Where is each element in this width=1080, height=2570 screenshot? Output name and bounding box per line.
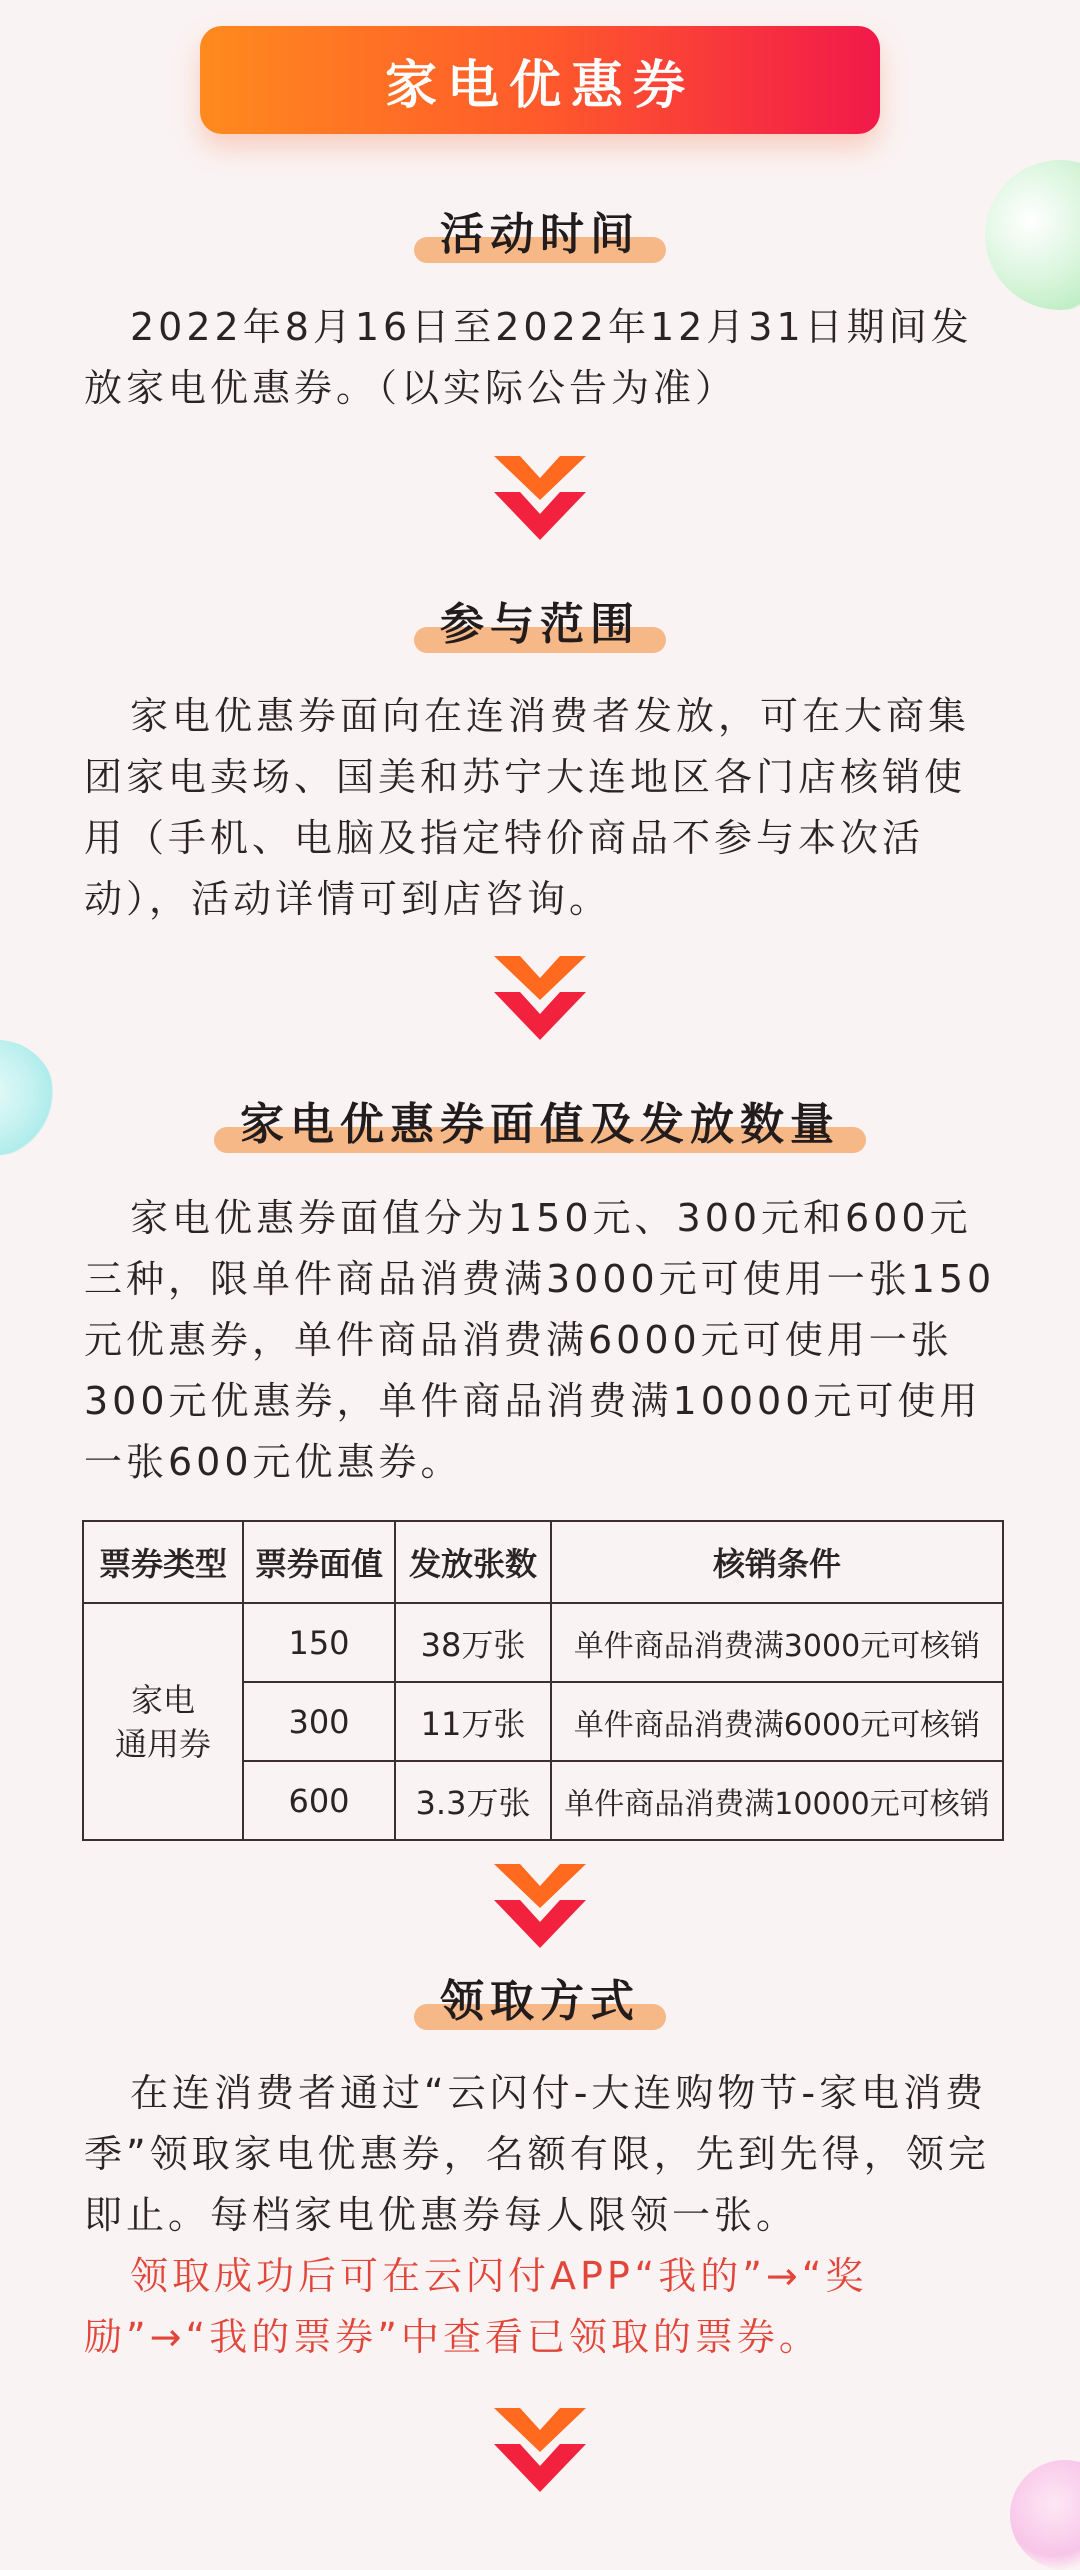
coupon-value-cell: 300 (243, 1682, 395, 1761)
coupon-type-line2: 通用券 (114, 1724, 211, 1763)
section-heading-value (0, 1095, 1080, 1155)
claim-paragraph: 在连消费者通过“云闪付-大连购物节-家电消费季”领取家电优惠券，名额有限，先到先得，领完即止。每档家电优惠券每人限领一张。 (84, 2071, 990, 2237)
heading-scope-text: 参与范围 (440, 599, 640, 650)
table-header: 发放张数 (395, 1521, 551, 1603)
coupon-type-line1: 家电 (130, 1680, 195, 1719)
table-header: 票券类型 (83, 1521, 243, 1603)
coupon-condition-cell: 单件商品消费满3000元可核销 (551, 1603, 1003, 1682)
double-chevron-down-icon (486, 1858, 594, 1954)
coupon-value-cell: 600 (243, 1761, 395, 1840)
value-paragraph: 家电优惠券面值分为150元、300元和600元三种，限单件商品消费满3000元可使用一张150元优惠券，单件商品消费满6000元可使用一张300元优惠券，单件商品消费满10000元可使用一张600元优惠券。 (84, 1196, 996, 1484)
coupon-count-cell: 11万张 (395, 1682, 551, 1761)
coupon-count-cell: 3.3万张 (395, 1761, 551, 1840)
table-header-row (83, 1521, 1003, 1603)
heading-value-text: 家电优惠券面值及发放数量 (240, 1099, 840, 1150)
section-heading-claim (0, 1972, 1080, 2032)
heading-time-text: 活动时间 (440, 209, 640, 260)
claim-highlight-paragraph: 领取成功后可在云闪付APP“我的”→“奖励”→“我的票券”中查看已领取的票券。 (84, 2254, 868, 2359)
section-heading-time (0, 205, 1080, 265)
coupon-table (82, 1520, 1004, 1841)
coupon-type-cell (83, 1603, 243, 1840)
double-chevron-down-icon (486, 450, 594, 546)
scope-paragraph: 家电优惠券面向在连消费者发放，可在大商集团家电卖场、国美和苏宁大连地区各门店核销使用（手机、电脑及指定特价商品不参与本次活动），活动详情可到店咨询。 (84, 694, 971, 921)
double-chevron-down-icon (486, 2402, 594, 2498)
heading-claim-text: 领取方式 (440, 1976, 640, 2027)
coupon-condition-cell: 单件商品消费满6000元可核销 (551, 1682, 1003, 1761)
page-title: 家电优惠券 (384, 55, 695, 116)
time-paragraph: 2022年8月16日至2022年12月31日期间发放家电优惠券。（以实际公告为准） (84, 305, 973, 410)
table-row (83, 1603, 1003, 1682)
section-heading-scope (0, 595, 1080, 655)
table-header: 核销条件 (551, 1521, 1003, 1603)
double-chevron-down-icon (486, 950, 594, 1046)
decorative-circle-pink (1010, 2460, 1080, 2570)
table-header: 票券面值 (243, 1521, 395, 1603)
coupon-count-cell: 38万张 (395, 1603, 551, 1682)
coupon-value-cell: 150 (243, 1603, 395, 1682)
title-banner (200, 26, 880, 134)
coupon-condition-cell: 单件商品消费满10000元可核销 (551, 1761, 1003, 1840)
